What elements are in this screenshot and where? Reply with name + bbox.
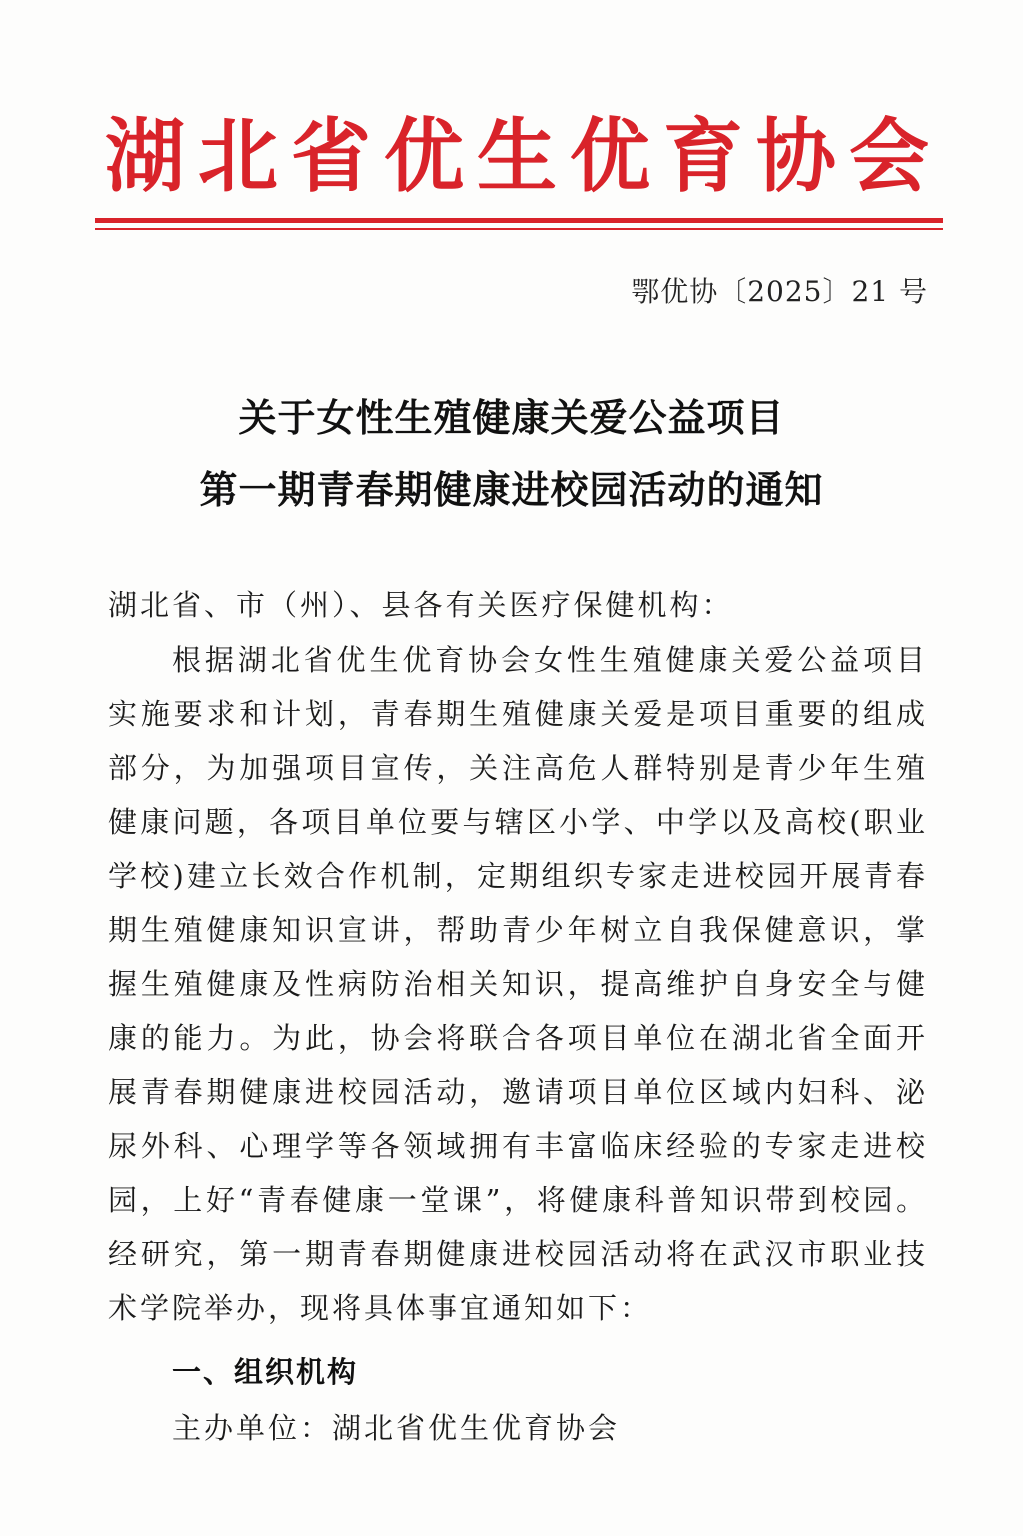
document-number: 鄂优协〔2025〕21 号 xyxy=(631,275,928,308)
letterhead-rule-thin xyxy=(95,228,943,230)
document-title-line1: 关于女性生殖健康关爱公益项目 xyxy=(238,396,785,440)
letterhead-rule-thick xyxy=(95,218,943,223)
body-paragraph: 根据湖北省优生优育协会女性生殖健康关爱公益项目实施要求和计划，青春期生殖健康关爱是项目重要的组成部分，为加强项目宣传，关注高危人群特别是青少年生殖健康问题，各项目单位要与辖区小学、中学以及高校(职业学校)建立长效合作机制，定期组织专家走进校园开展青春期生殖健康知识宣讲，帮助青少年树立自我保健意识，掌握生殖健康及性病防治相关知识，提高维护自身安全与健康的能力。为此，协会将联合各项目单位在湖北省全面开展青春期健康进校园活动，邀请项目单位区域内妇科、泌尿外科、心理学等各领域拥有丰富临床经验的专家走进校园，上好“青春健康一堂课”，将健康科普知识带到校园。经研究，第一期青春期健康进校园活动将在武汉市职业技术学院举办，现将具体事宜通知如下： xyxy=(108,643,928,1325)
section-heading-organization: 一、组织机构 xyxy=(172,1355,359,1389)
organizer-line: 主办单位：湖北省优生优育协会 xyxy=(172,1411,621,1445)
document-title-line2: 第一期青春期健康进校园活动的通知 xyxy=(199,468,824,512)
org-letterhead: 湖北省优生优育协会 xyxy=(105,109,935,203)
salutation: 湖北省、市（州）、县各有关医疗保健机构： xyxy=(108,588,734,622)
